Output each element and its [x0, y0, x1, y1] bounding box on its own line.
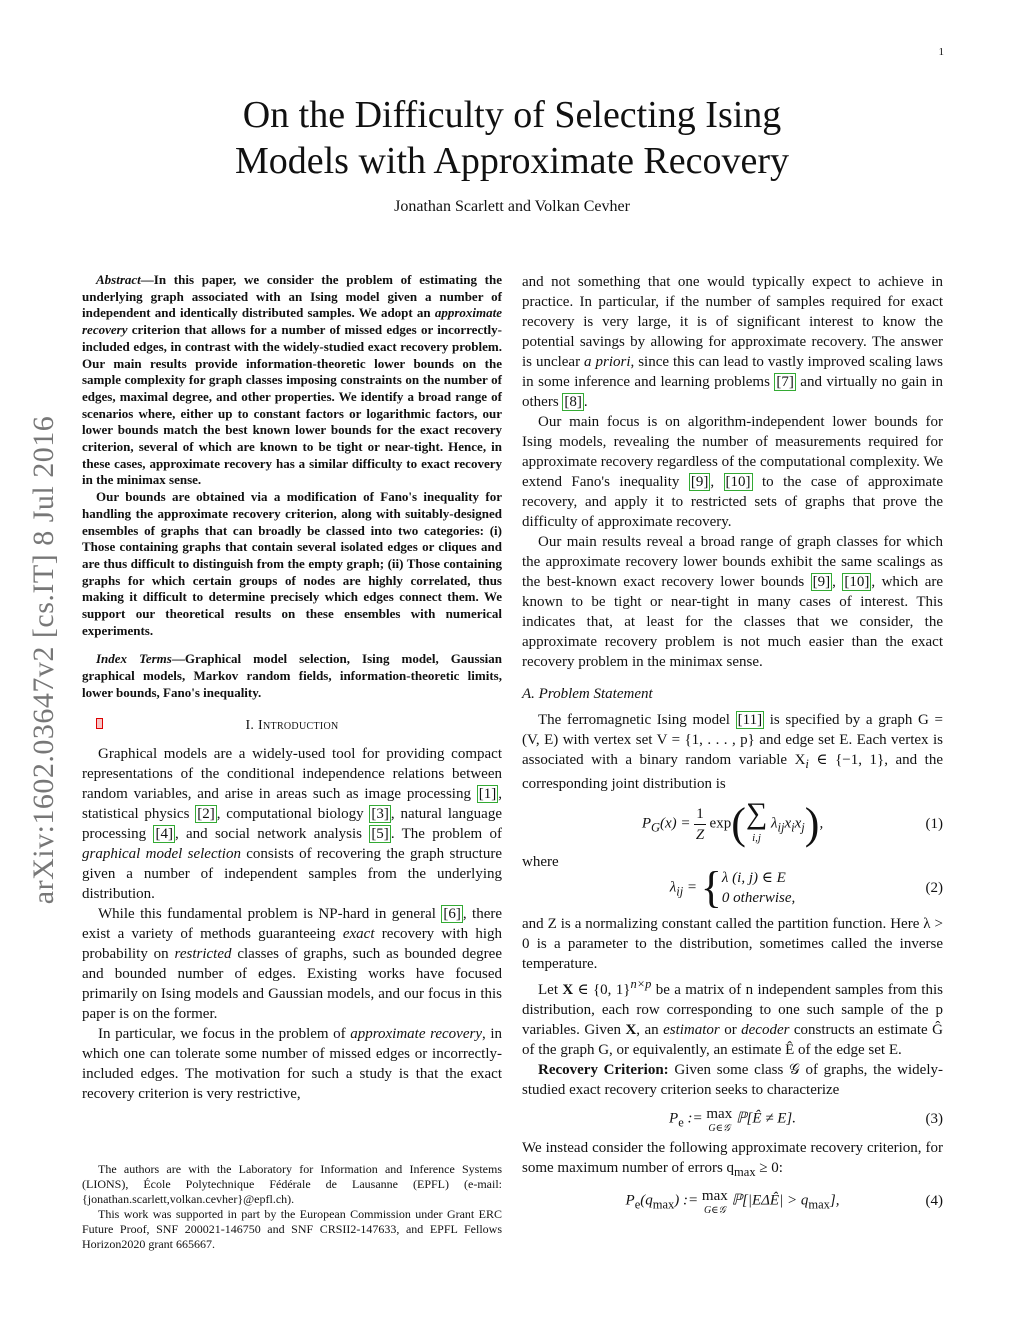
right-p3: Our main results reveal a broad range of graph classes for which the approximate recovery lower bounds exhibit the same scalings as the best-known exact recovery lower bounds [9] , [10] , which are known to be tight or near-tight in many cases of interest. This indicates that, at least for the classes that we consider, the approximate recovery problem is not much easier than the exact recovery problem in the minimax sense.: [522, 534, 944, 670]
right-column: [522, 272, 943, 1216]
right-p1: and not something that one would typically expect to achieve in practice. In particular, if the number of samples required for exact recovery is very large, it is of significant interest to know the potential savings by allowing for approximate recovery. The answer is unclear a priori, since this can lead to vastly improved scaling laws in some inference and learning problems [7] and virtually no gain in others [8] .: [522, 274, 944, 410]
title-block: [0, 92, 1024, 216]
right-p7: Recovery Criterion: Given some class 𝒢 of graphs, the widely-studied exact recovery criterion seeks to characterize: [522, 1062, 944, 1098]
right-p8: We instead consider the following approximate recovery criterion, for some maximum number of errors $q_{max} \ge 0$:: [522, 1140, 943, 1179]
right-p6: Let X ∈ {0, 1}$^{n\times p}$ be a matrix of n independent samples from this distribution, each row corresponding to one such sample of the p variables. Given X, an estimator or decoder constructs an estimate Ĝ of the graph G, or equivalently, an estimate Ê of the edge set E.: [522, 977, 943, 1058]
citation-link[interactable]: [3]: [371, 805, 389, 822]
equation-4: $P_e(q_{max})$ := max G∈𝒢 ℙ[|EΔÊ| > $q_{max}$], (4): [625, 1188, 943, 1216]
intro-p3: In particular, we focus in the problem of approximate recovery, in which one can tolerate some number of missed edges or incorrectly-included edges. The motivation for such a study is that the exact recovery criterion is very restrictive,: [82, 1025, 503, 1102]
citation-link[interactable]: [9]: [812, 574, 831, 590]
footnote-funding: This work was supported in part by the European Commission under Grant ERC Future Proof, SNF 200021-146750 and SNF CRSII2-147633, and EPFL Fellows Horizon2020 grant 665667.: [82, 1207, 502, 1251]
citation-link[interactable]: [6]: [443, 905, 461, 922]
authors: Jonathan Scarlett and Volkan Cevher: [394, 198, 630, 215]
equation-number: (1): [925, 816, 943, 832]
citation-link[interactable]: [5]: [371, 825, 389, 842]
footnote-affiliation: The authors are with the Laboratory for Information and Inference Systems (LIONS), École Polytechnique Fédérale de Lausanne (EPFL) (e-mail: {jonathan.scarlett,volkan.cevher}@epfl.ch).: [82, 1162, 502, 1206]
annotation-marker-icon: [96, 718, 103, 729]
right-p4: The ferromagnetic Ising model [11] is specified by a graph G = (V, E) with vertex set V = {1, . . . , p} and edge set E. Each vertex is associated with a binary random variable $X_i$ ∈ {−1, 1}, and the corresponding joint distribution is: [522, 712, 944, 792]
equation-number: (3): [925, 1111, 943, 1127]
citation-link[interactable]: [9]: [690, 474, 709, 490]
equation-number: (4): [925, 1193, 943, 1209]
equation-2: $\lambda_{ij}$ = { λ (i, j) ∈ E 0 otherwise, (2): [669, 863, 943, 912]
paper-title: On the Difficulty of Selecting Ising Models with Approximate Recovery: [234, 94, 790, 182]
citation-link[interactable]: [2]: [197, 805, 215, 822]
equation-3: $P_e$ := max G∈𝒢 ℙ[Ê ≠ E]. (3): [669, 1106, 943, 1134]
subsection-heading: A. Problem Statement: [522, 686, 653, 702]
citation-link[interactable]: [8]: [564, 394, 582, 410]
footnotes: [82, 1162, 502, 1252]
arxiv-stamp-text: arXiv:1602.03647v2 [cs.IT] 8 Jul 2016: [27, 415, 60, 905]
citation-link[interactable]: [10]: [725, 474, 751, 490]
page-number: 1: [938, 46, 944, 58]
citation-link[interactable]: [11]: [737, 712, 763, 728]
citation-link[interactable]: [4]: [155, 825, 173, 842]
where-label: where: [522, 854, 559, 870]
abstract-p1: Abstract—In this paper, we consider the problem of estimating the underlying graph associated with an Ising model given a number of independent and identically distributed samples. We adopt an approximate recovery criterion that allows for a number of missed edges or incorrectly-included edges, in contrast with the widely-studied exact recovery problem. Our main results provide information-theoretic lower bounds on the sample complexity for graph classes imposing constraints on the number of edges, maximal degree, and other properties. We identify a broad range of scenarios where, either up to constant factors or logarithmic factors, our lower bounds match the best known lower bounds for the exact recovery criterion, several of which are known to be tight or near-tight. Hence, in these cases, approximate recovery has a similar difficulty to exact recovery in the minimax sense.: [82, 272, 502, 488]
left-column: [82, 272, 502, 1104]
citation-link[interactable]: [10]: [844, 574, 870, 590]
introduction-body: [82, 744, 502, 1104]
right-p2: Our main focus is on algorithm-independent lower bounds for Ising models, revealing the number of measurements required for approximate recovery regardless of the computational complexity. We extend Fano's inequality [9] , [10] to the case of approximate recovery, and apply it to restricted sets of graphs that prove the difficulty of approximate recovery.: [522, 414, 943, 530]
arxiv-stamp: [12, 380, 76, 940]
citation-link[interactable]: [1]: [478, 785, 497, 802]
intro-p2: While this fundamental problem is NP-hard in general [6] , there exist a variety of methods guaranteeing exact recovery with high probability on restricted classes of graphs, such as bounded degree and bounded number of edges. Existing works have focused primarily on Ising models and Gaussian models, and our focus in this paper is on the former.: [82, 905, 502, 1022]
intro-p1: Graphical models are a widely-used tool for providing compact representations of the conditional independence relations between random variables, and arise in areas such as image processing [1] , statistical physics [2] , computational biology [3] , natural language processing [4] , and social network analysis [5] . The problem of graphical model selection consists of recovering the graph structure given a number of independent samples from the underlying distribution.: [82, 745, 502, 902]
abstract: [82, 272, 502, 702]
right-p5: and Z is a normalizing constant called the partition function. Here λ > 0 is a parameter to the distribution, sometimes called the inverse temperature.: [522, 916, 943, 972]
abstract-p2: Our bounds are obtained via a modification of Fano's inequality for handling the approximate recovery criterion, along with suitably-designed ensembles of graphs that can broadly be classed into two categories: (i) Those containing graphs that contain several isolated edges or cliques and are thus difficult to distinguish from the empty graph; (ii) Those containing graphs for which certain groups of nodes are highly correlated, thus making it difficult to determine precisely which edges connect them. We support our theoretical results on these ensembles with numerical experiments.: [82, 489, 502, 638]
citation-link[interactable]: [7]: [776, 374, 794, 390]
index-terms: Index Terms—Graphical model selection, Ising model, Gaussian graphical models, Markov random fields, information-theoretic limits, lower bounds, Fano's inequality.: [82, 651, 502, 700]
equation-1: $P_G(x)$ = $\frac{1}{Z}$ exp( ∑ i,j $\lambda_{ij}x_ix_j$), (1): [641, 797, 943, 848]
equation-number: (2): [925, 880, 943, 896]
section-heading-introduction: I. Introduction: [82, 716, 502, 736]
